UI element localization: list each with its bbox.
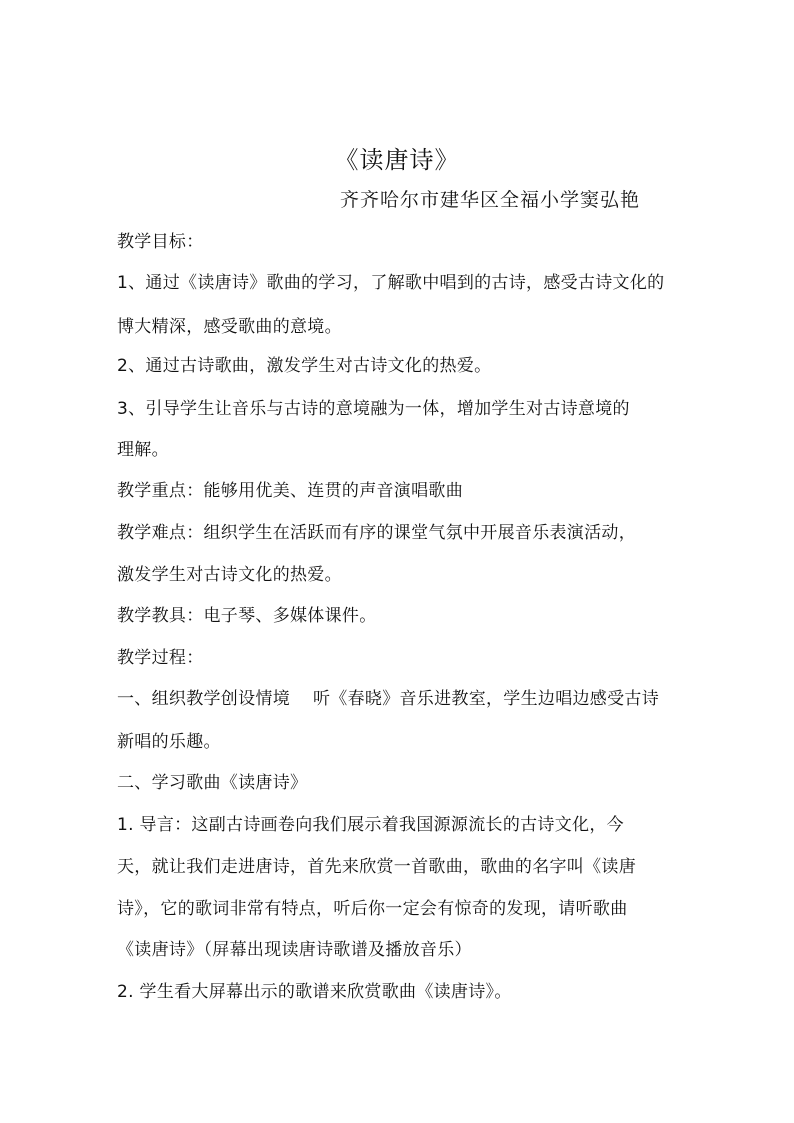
text-line: 教学教具：电子琴、多媒体课件。 <box>117 606 377 626</box>
text-line: 博大精深，感受歌曲的意境。 <box>117 317 342 337</box>
text-line: 新唱的乐趣。 <box>117 732 221 752</box>
text-line: 教学目标： <box>117 232 204 252</box>
text-line: 激发学生对古诗文化的热爱。 <box>117 565 342 585</box>
author-line: 齐齐哈尔市建华区全福小学窦弘艳 <box>340 189 641 211</box>
text-line: 1、通过《读唐诗》歌曲的学习，了解歌中唱到的古诗，感受古诗文化的 <box>117 273 665 293</box>
text-line: 天，就让我们走进唐诗，首先来欣赏一首歌曲，歌曲的名字叫《读唐 <box>117 857 636 877</box>
text-line: 2、通过古诗歌曲，激发学生对古诗文化的热爱。 <box>117 356 492 376</box>
text-line: 3、引导学生让音乐与古诗的意境融为一体，增加学生对古诗意境的 <box>117 399 630 419</box>
text-line: 一、组织教学创设情境 听《春晓》音乐进教室，学生边唱边感受古诗 <box>117 689 660 709</box>
text-line: 教学难点：组织学生在活跃而有序的课堂气氛中开展音乐表演活动， <box>117 523 636 543</box>
text-line: 诗》，它的歌词非常有特点，听后你一定会有惊奇的发现，请听歌曲 <box>117 899 628 919</box>
text-line: 1. 导言：这副古诗画卷向我们展示着我国源源流长的古诗文化，今 <box>117 815 624 835</box>
text-line: 二、学习歌曲《读唐诗》 <box>117 773 308 793</box>
text-line: 教学过程： <box>117 648 204 668</box>
document-title: 《读唐诗》 <box>334 146 460 174</box>
text-line: 理解。 <box>117 440 169 460</box>
text-line: 教学重点：能够用优美、连贯的声音演唱歌曲 <box>117 481 463 501</box>
text-line: 《读唐诗》（屏幕出现读唐诗歌谱及播放音乐） <box>117 940 472 960</box>
text-line: 2. 学生看大屏幕出示的歌谱来欣赏歌曲《读唐诗》。 <box>117 982 512 1002</box>
